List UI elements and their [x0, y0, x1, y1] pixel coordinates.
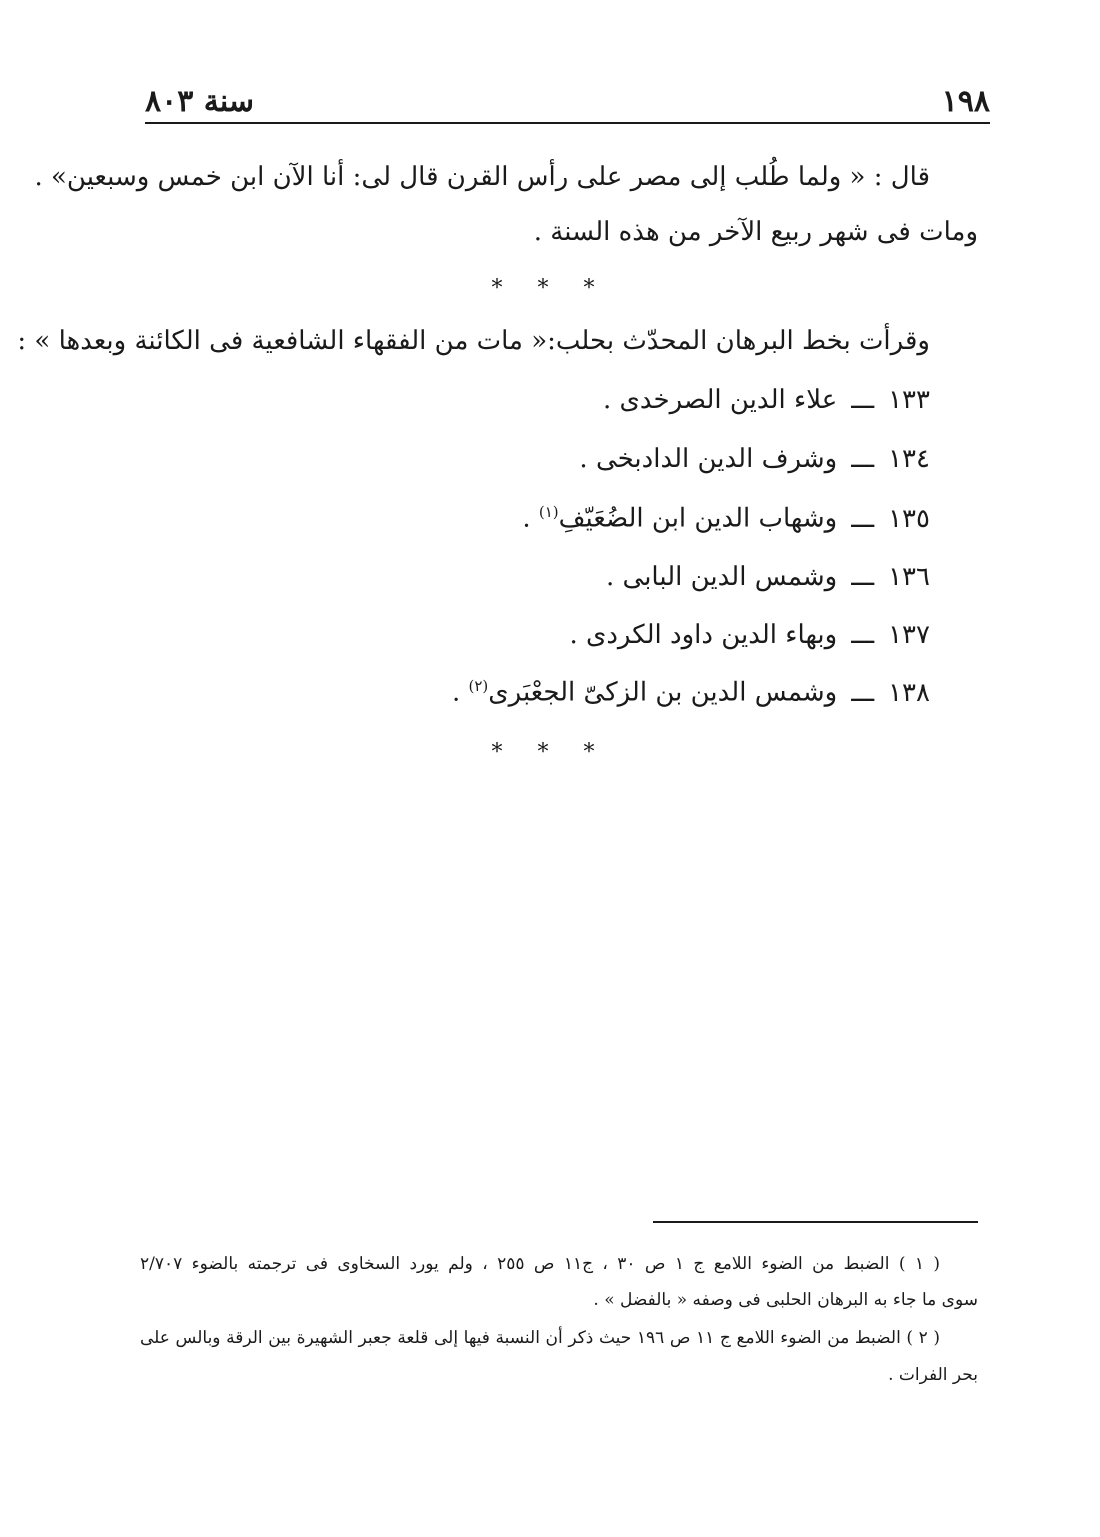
section-separator: * * *: [491, 276, 609, 301]
footnote-marker: (٢): [468, 677, 489, 695]
entry-dash: ـــ: [851, 385, 875, 415]
footnote-marker: (١): [538, 503, 559, 521]
body-line-1: قال : « ولما طُلب إلى مصر على رأس القرن قال لى: أنا الآن ابن خمس وسبعين» .: [34, 162, 930, 192]
entry-dash: ـــ: [851, 503, 875, 534]
entry-dash: ـــ: [851, 562, 875, 592]
page-header: [145, 82, 990, 124]
body-line-2: ومات فى شهر ربيع الآخر من هذه السنة .: [533, 217, 978, 247]
footnote-1-line-1: ( ١ ) الضبط من الضوء اللامع ج ١ ص ٣٠ ، ج١١ ص ٢٥٥ ، ولم يورد السخاوى فى ترجمته بالضوء ٢/٧٠٧: [140, 1254, 940, 1274]
entry-text: وشرف الدين الدادبخى .: [579, 444, 838, 474]
entry-dash: ـــ: [851, 620, 875, 650]
entry-number: ١٣٦: [888, 562, 930, 592]
list-item: [579, 444, 930, 474]
list-item: [452, 677, 930, 708]
entry-text: وشهاب الدين ابن الضُعَيّفِ: [558, 503, 838, 534]
list-item: [522, 503, 930, 534]
footnote-2-line-1: ( ٢ ) الضبط من الضوء اللامع ج ١١ ص ١٩٦ حيث ذكر أن النسبة فيها إلى قلعة جعبر الشهيرة بين الرقة وبالس على: [140, 1328, 940, 1348]
entry-number: ١٣٤: [888, 444, 930, 474]
entry-number: ١٣٥: [888, 503, 930, 534]
entry-text: وشمس الدين البابى .: [606, 562, 838, 592]
entry-tail: .: [451, 677, 469, 708]
intro-line: وقرأت بخط البرهان المحدّث بحلب:« مات من الفقهاء الشافعية فى الكائنة وبعدها » :: [17, 326, 930, 356]
entry-dash: ـــ: [851, 677, 875, 708]
list-item: [603, 385, 930, 415]
entry-number: ١٣٣: [888, 385, 930, 415]
footnote-1-line-2: سوى ما جاء به البرهان الحلبى فى وصفه « بالفضل » .: [593, 1290, 978, 1310]
entry-text: وبهاء الدين داود الكردى .: [569, 620, 838, 650]
entry-text: وشمس الدين بن الزكىّ الجعْبَرى: [488, 677, 838, 708]
page-number: ١٩٨: [941, 84, 990, 119]
running-head: سنة ٨٠٣: [145, 84, 255, 119]
entry-text: علاء الدين الصرخدى .: [602, 385, 838, 415]
list-item: [569, 620, 930, 650]
section-separator: * * *: [491, 740, 609, 765]
list-item: [606, 562, 930, 592]
entry-number: ١٣٨: [888, 677, 930, 708]
footnote-rule: [653, 1221, 978, 1223]
entry-number: ١٣٧: [888, 620, 930, 650]
footnote-2-line-2: بحر الفرات .: [888, 1365, 978, 1385]
entry-dash: ـــ: [851, 444, 875, 474]
entry-tail: .: [522, 503, 539, 534]
